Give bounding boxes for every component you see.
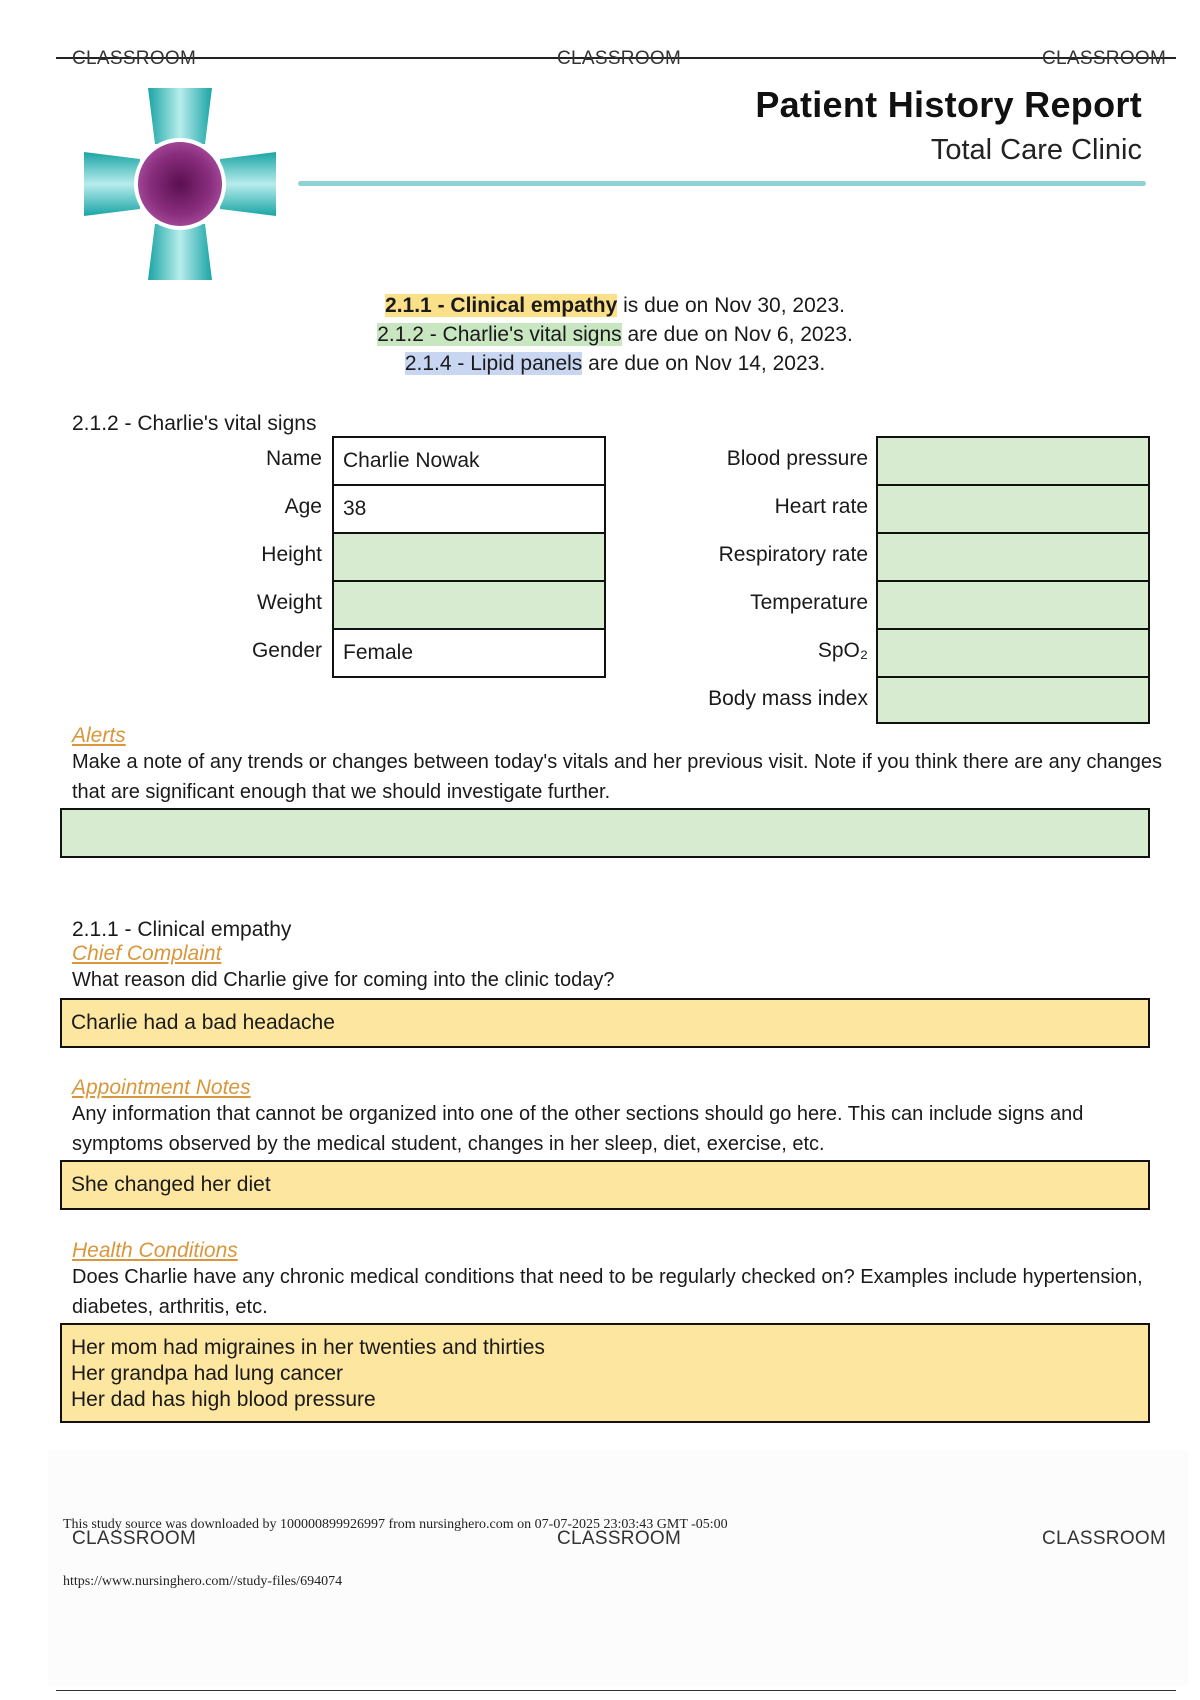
- vital-label-temperature: Temperature: [750, 591, 868, 614]
- vital-label-blood-pressure: Blood pressure: [726, 447, 868, 470]
- health-conditions-field[interactable]: [60, 1323, 1150, 1423]
- health-conditions-heading: Health Conditions: [72, 1239, 238, 1262]
- due-date-line: [0, 294, 1200, 318]
- alerts-prompt: Make a note of any trends or changes between today's vitals and her previous visit. Note if you think there are any changes that are significant enough that we should investigate further.: [72, 751, 1162, 803]
- alerts-field[interactable]: [60, 808, 1150, 858]
- alerts-heading: Alerts: [72, 724, 126, 747]
- respiratory-rate-field[interactable]: [876, 532, 1150, 582]
- due-date-label: 2.1.2 - Charlie's vital signs: [377, 323, 622, 346]
- appointment-notes-heading: Appointment Notes: [72, 1076, 251, 1099]
- due-date-text: are due on Nov 14, 2023.: [582, 352, 826, 375]
- bottom-rule: [56, 1690, 1176, 1691]
- report-title: Patient History Report: [755, 84, 1142, 125]
- vital-label-height: Height: [261, 543, 322, 566]
- gender-field[interactable]: Female: [332, 628, 606, 678]
- age-field[interactable]: 38: [332, 484, 606, 534]
- blood-pressure-field[interactable]: [876, 436, 1150, 486]
- name-field[interactable]: Charlie Nowak: [332, 436, 606, 486]
- vitals-section-title: 2.1.2 - Charlie's vital signs: [72, 412, 317, 435]
- weight-field[interactable]: [332, 580, 606, 630]
- vital-label-weight: Weight: [257, 591, 322, 614]
- vital-label-respiratory-rate: Respiratory rate: [718, 543, 868, 566]
- watermark-right: CLASSROOM: [1042, 48, 1167, 69]
- footer-background: [48, 1450, 1188, 1686]
- height-field[interactable]: [332, 532, 606, 582]
- vital-label-heart-rate: Heart rate: [774, 495, 868, 518]
- chief-complaint-heading: Chief Complaint: [72, 942, 222, 965]
- chief-complaint-prompt: What reason did Charlie give for coming into the clinic today?: [72, 969, 615, 991]
- appointment-notes-prompt: Any information that cannot be organized into one of the other sections should go here. This can include signs and symptoms observed by the medical student, changes in her sleep, diet, exercise, etc.: [72, 1103, 1084, 1155]
- watermark-footer-left: CLASSROOM: [72, 1528, 197, 1549]
- clinic-logo: [80, 84, 280, 284]
- heart-rate-field[interactable]: [876, 484, 1150, 534]
- health-condition-line: Her dad has high blood pressure: [71, 1388, 376, 1411]
- due-date-line: [0, 323, 1200, 347]
- vital-label-spo2: SpO₂: [817, 639, 868, 662]
- watermark-footer-center: CLASSROOM: [557, 1528, 682, 1549]
- vital-label-name: Name: [265, 447, 322, 470]
- health-condition-line: Her mom had migraines in her twenties and thirties: [71, 1336, 545, 1359]
- watermark-center: CLASSROOM: [557, 48, 682, 69]
- due-date-label: 2.1.1 - Clinical empathy: [385, 294, 618, 317]
- vital-label-age: Age: [284, 495, 322, 518]
- due-date-line: [0, 352, 1200, 376]
- health-conditions-prompt: Does Charlie have any chronic medical conditions that need to be regularly checked on? Examples include hypertension, diabetes, arthritis, etc.: [72, 1266, 1143, 1318]
- source-url[interactable]: https://www.nursinghero.com//study-files/694074: [63, 1574, 343, 1589]
- watermark-left: CLASSROOM: [72, 48, 197, 69]
- appointment-notes-field[interactable]: She changed her diet: [60, 1160, 1150, 1210]
- chief-complaint-field[interactable]: Charlie had a bad headache: [60, 998, 1150, 1048]
- spo2-field[interactable]: [876, 628, 1150, 678]
- due-date-label: 2.1.4 - Lipid panels: [404, 352, 583, 375]
- health-condition-line: Her grandpa had lung cancer: [71, 1362, 344, 1385]
- header-divider: [298, 181, 1146, 186]
- source-note: This study source was downloaded by 100000899926997 from nursinghero.com on 07-07-2025 23:03:43 GMT -05:00: [63, 1517, 728, 1532]
- clinic-name: Total Care Clinic: [930, 134, 1142, 166]
- vital-label-gender: Gender: [251, 639, 322, 662]
- due-date-text: are due on Nov 6, 2023.: [621, 323, 853, 346]
- due-date-text: is due on Nov 30, 2023.: [617, 294, 845, 317]
- bmi-field[interactable]: [876, 676, 1150, 724]
- temperature-field[interactable]: [876, 580, 1150, 630]
- vital-label-bmi: Body mass index: [708, 687, 868, 710]
- empathy-section-title: 2.1.1 - Clinical empathy: [72, 918, 292, 941]
- watermark-footer-right: CLASSROOM: [1042, 1528, 1167, 1549]
